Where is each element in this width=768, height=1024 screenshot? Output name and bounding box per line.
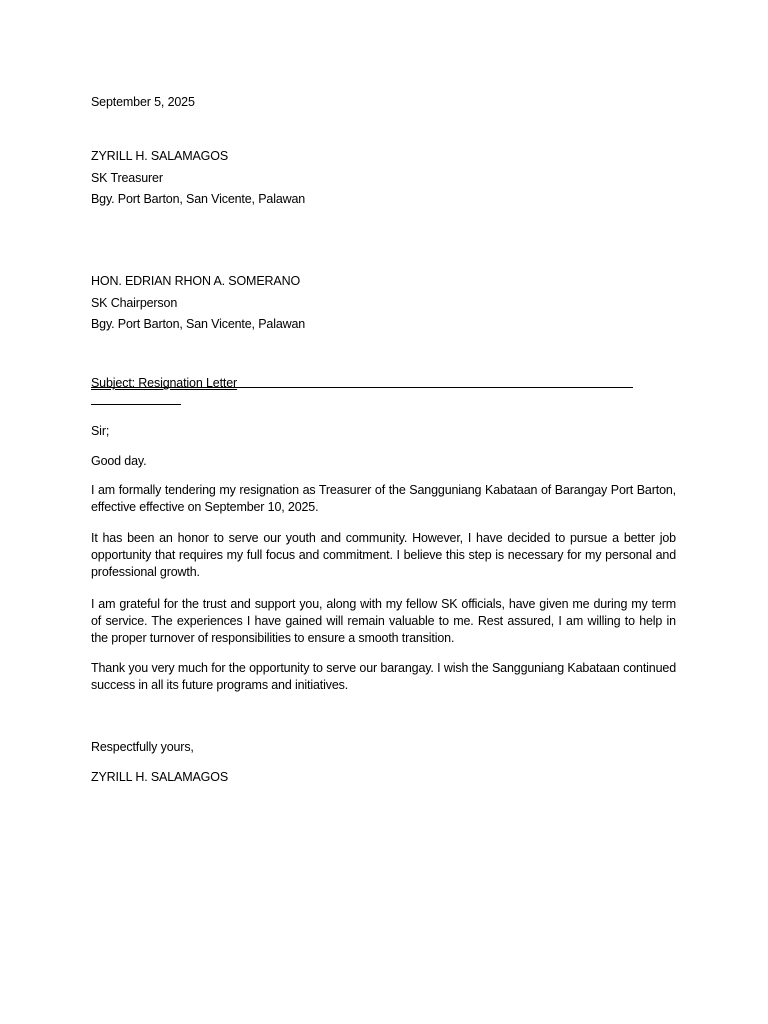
letter-date: September 5, 2025 bbox=[91, 95, 195, 109]
body-paragraph: It has been an honor to serve our youth and community. However, I have decided to pursue a better job opportunity that requires my full focus and commitment. I believe this step is necessary for my personal and professional growth. bbox=[91, 531, 676, 580]
body-paragraph: I am grateful for the trust and support you, along with my fellow SK officials, have given me during my term of service. The experiences I have gained will remain valuable to me. Rest assured, I am willing to help in the proper turnover of responsibilities to ensure a smooth transition. bbox=[91, 597, 676, 646]
signature-name: ZYRILL H. SALAMAGOS bbox=[91, 770, 229, 784]
subject-underline-rule-continuation bbox=[91, 404, 181, 405]
sender-address: Bgy. Port Barton, San Vicente, Palawan bbox=[91, 192, 306, 206]
body-paragraph: Thank you very much for the opportunity to serve our barangay. I wish the Sangguniang Kabataan continued success in all its future programs and initiatives. bbox=[91, 661, 676, 693]
salutation: Sir; bbox=[91, 424, 110, 438]
recipient-address: Bgy. Port Barton, San Vicente, Palawan bbox=[91, 317, 306, 331]
greeting: Good day. bbox=[91, 454, 147, 468]
recipient-name: HON. EDRIAN RHON A. SOMERANO bbox=[91, 274, 301, 288]
closing: Respectfully yours, bbox=[91, 740, 194, 754]
recipient-position: SK Chairperson bbox=[91, 296, 178, 310]
subject-underline-rule bbox=[91, 387, 633, 388]
sender-position: SK Treasurer bbox=[91, 171, 163, 185]
sender-name: ZYRILL H. SALAMAGOS bbox=[91, 149, 229, 163]
body-paragraph: I am formally tendering my resignation as Treasurer of the Sangguniang Kabataan of Barangay Port Barton, effective effective on September 10, 2025. bbox=[91, 483, 676, 515]
subject-line: Subject: Resignation Letter bbox=[91, 376, 238, 390]
